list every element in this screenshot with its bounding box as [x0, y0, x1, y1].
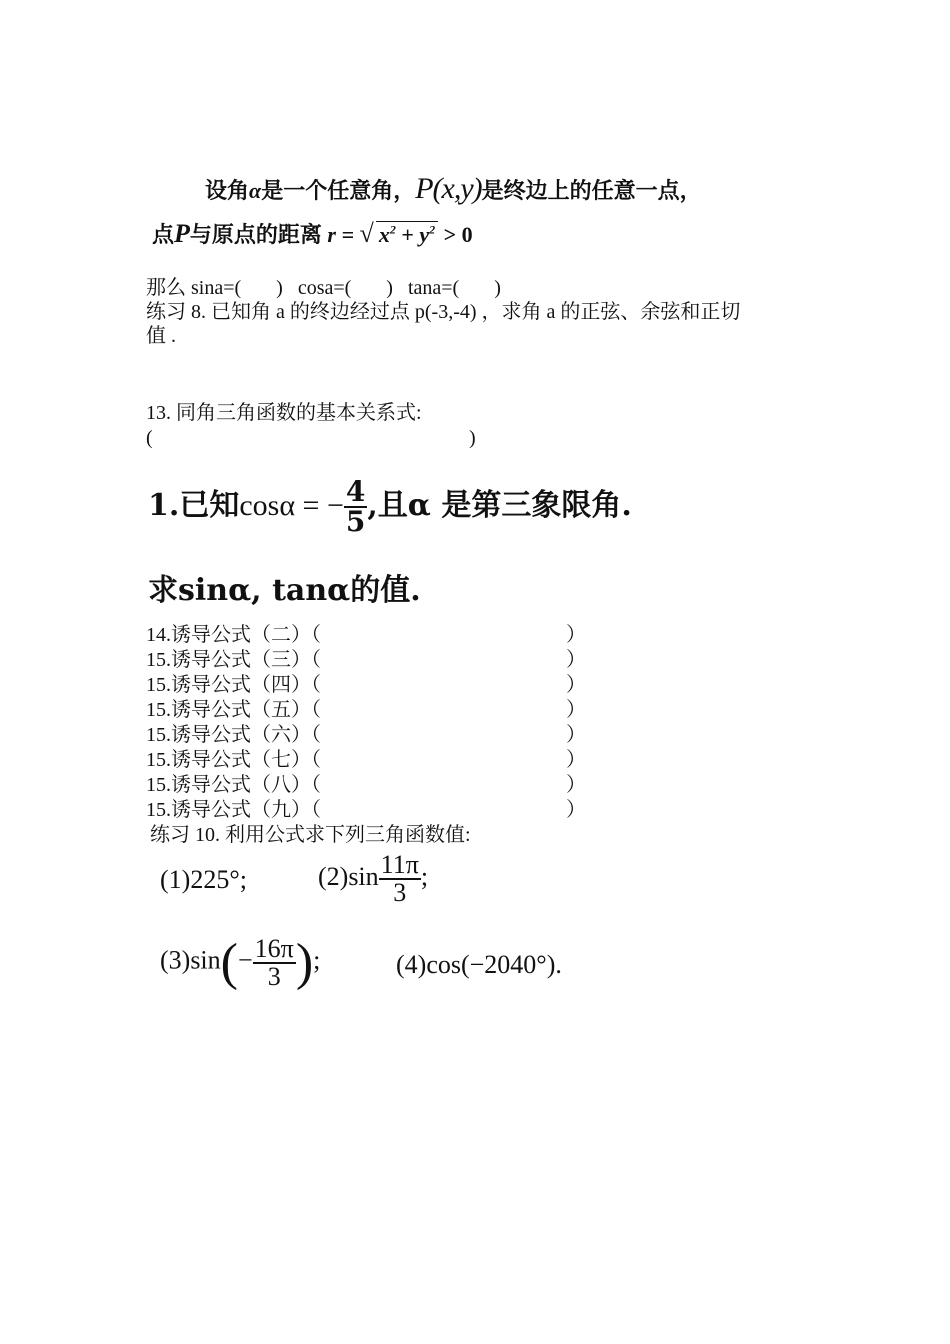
example-1-line-1	[148, 475, 632, 538]
problem-3	[160, 933, 320, 992]
point-symbol: P(x,y)	[415, 172, 482, 205]
induction-formula-label: 15.诱导公式（九）（	[146, 799, 321, 821]
p-symbol: P	[174, 219, 190, 248]
numerator: 4	[345, 475, 366, 508]
induction-formula-label: 15.诱导公式（五）（	[146, 699, 321, 721]
item-13-title: 13. 同角三角函数的基本关系式:	[146, 402, 422, 424]
denominator: 5	[345, 505, 366, 538]
then-line: 那么 sina=( ) cosa=( ) tana=( )	[146, 277, 501, 299]
text: ;	[420, 861, 429, 891]
induction-formula-close-paren: ）	[566, 749, 586, 771]
definition-line-2	[152, 218, 473, 249]
exercise-8-line-1: 练习 8. 已知角 a 的终边经过点 p(-3,-4) ，求角 a 的正弦、余弦和正切	[146, 301, 741, 323]
text: (3)sin	[160, 945, 221, 975]
denominator: 3	[267, 961, 281, 991]
induction-formula-label: 15.诱导公式（三）（	[146, 649, 321, 671]
induction-formula-label: 15.诱导公式（七）（	[146, 749, 321, 771]
definition-line-1	[205, 172, 702, 206]
text: 是一个任意角，	[261, 178, 416, 203]
numerator: 11π	[380, 850, 419, 879]
induction-formula-close-paren: ）	[566, 674, 586, 696]
denominator: 3	[393, 878, 407, 907]
numerator: 16π	[254, 933, 294, 963]
text: ,且α 是第三象限角.	[367, 488, 632, 523]
induction-formula-close-paren: ）	[566, 649, 586, 671]
r-equals: r =	[327, 222, 355, 247]
x-var: x	[378, 222, 390, 247]
item-13-open-paren: (	[146, 427, 153, 449]
induction-formula-close-paren: ）	[566, 699, 586, 721]
text: 与原点的距离	[189, 222, 322, 247]
alpha-symbol: α	[249, 178, 262, 203]
text: (2)sin	[318, 861, 379, 891]
induction-formula-label: 14.诱导公式（二）（	[146, 624, 321, 646]
text: 1.已知	[148, 488, 240, 523]
left-paren: (	[220, 934, 238, 991]
exercise-8-line-2: 值 .	[146, 325, 176, 347]
induction-formula-close-paren: ）	[566, 624, 586, 646]
minus: −	[238, 945, 253, 975]
text: 是终边上的任意一点，	[481, 178, 702, 203]
exp: 2	[389, 222, 396, 237]
problem-4: (4)cos(−2040°).	[396, 950, 562, 979]
example-1-line-2: 求sinα, tanα的值.	[148, 573, 421, 608]
problem-1: (1)225°;	[160, 865, 247, 894]
fraction-16pi-3	[253, 933, 296, 991]
problem-2	[318, 852, 428, 906]
induction-formula-label: 15.诱导公式（八）（	[146, 774, 321, 796]
exercise-10-title: 练习 10. 利用公式求下列三角函数值:	[150, 824, 471, 846]
y-var: y	[419, 222, 430, 247]
induction-formula-close-paren: ）	[566, 724, 586, 746]
text: ;	[313, 945, 321, 975]
radicand	[376, 221, 438, 248]
text: 设角	[205, 178, 250, 203]
radical-sign: √	[359, 219, 374, 248]
exp: 2	[429, 222, 436, 237]
induction-formula-label: 15.诱导公式（四）（	[146, 674, 321, 696]
fraction-11pi-3	[379, 852, 421, 906]
induction-formula-close-paren: ）	[566, 799, 586, 821]
item-13-close-paren: )	[469, 427, 476, 449]
text: 点	[152, 222, 175, 247]
cos-alpha: cosα = −	[239, 489, 344, 522]
induction-formula-close-paren: ）	[566, 774, 586, 796]
induction-formula-label: 15.诱导公式（六）（	[146, 724, 321, 746]
fraction-4-5	[344, 475, 367, 538]
right-paren: )	[295, 934, 314, 991]
greater-than-zero: > 0	[443, 222, 473, 247]
plus: +	[395, 222, 420, 247]
